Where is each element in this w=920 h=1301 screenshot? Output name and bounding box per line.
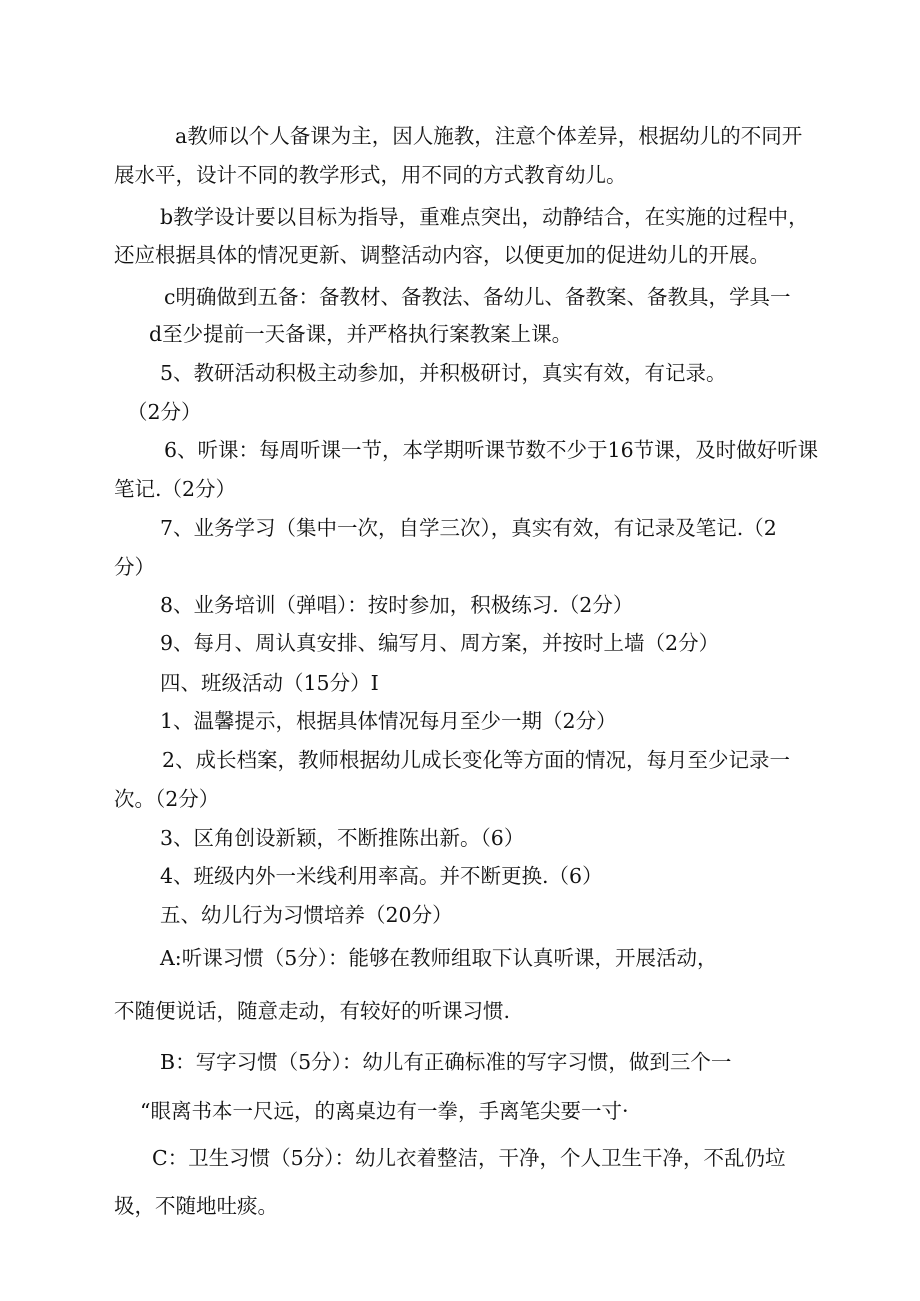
item-7-line-1: 7、业务学习（集中一次，自学三次），真实有效，有记录及笔记.（2 (160, 516, 777, 540)
paragraph-d-line: d至少提前一天备课，并严格执行案教案上课。 (149, 322, 573, 346)
paragraph-a-line-1: a教师以个人备课为主，因人施教，注意个体差异，根据幼儿的不同开 (175, 124, 803, 148)
item-5-line-1: 5、教研活动积极主动参加，并积极研讨，真实有效，有记录。 (160, 361, 727, 385)
section-4-heading: 四、班级活动（15分）I (160, 671, 379, 695)
paragraph-c-line: c明确做到五备：备教材、备教法、备幼儿、备教案、备教具，学具一 (164, 285, 791, 309)
item-7-line-2: 分） (114, 555, 155, 579)
item-5-line-2: （2分） (127, 400, 202, 424)
habit-c-line-2: 圾，不随地吐痰。 (114, 1194, 278, 1218)
paragraph-b-line-1: b教学设计要以目标为指导，重难点突出，动静结合，在实施的过程中， (160, 205, 809, 229)
item-6-line-1: 6、听课：每周听课一节，本学期听课节数不少于16节课，及时做好听课 (164, 438, 819, 462)
habit-b-line-1: B：写字习惯（5分）：幼儿有正确标准的写字习惯，做到三个一 (160, 1050, 732, 1074)
habit-c-line-1: C：卫生习惯（5分）：幼儿衣着整洁，干净，个人卫生干净，不乱仍垃 (152, 1146, 786, 1170)
section-4-item-4: 4、班级内外一米线利用率高。并不断更换.（6） (160, 864, 603, 888)
section-5-heading: 五、幼儿行为习惯培养（20分） (160, 903, 453, 927)
section-4-item-3: 3、区角创设新颖，不断推陈出新。（6） (160, 826, 525, 850)
item-9-line: 9、每月、周认真安排、编写月、周方案，并按时上墙（2分） (160, 631, 720, 655)
paragraph-a-line-2: 展水平，设计不同的教学形式，用不同的方式教育幼儿。 (114, 163, 627, 187)
habit-a-line-2: 不随便说话，随意走动，有较好的听课习惯. (114, 999, 511, 1023)
section-4-item-2-line-2: 次。（2分） (114, 787, 220, 811)
section-4-item-2-line-1: 2、成长档案，教师根据幼儿成长变化等方面的情况，每月至少记录一 (162, 748, 791, 772)
habit-a-line-1: A:听课习惯（5分）：能够在教师组取下认真听课，开展活动， (160, 946, 718, 970)
section-4-item-1: 1、温馨提示，根据具体情况每月至少一期（2分） (160, 709, 617, 733)
paragraph-b-line-2: 还应根据具体的情况更新、调整活动内容，以便更加的促进幼儿的开展。 (114, 243, 770, 267)
item-8-line: 8、业务培训（弹唱）：按时参加，积极练习.（2分） (160, 593, 634, 617)
item-6-line-2: 笔记.（2分） (114, 477, 237, 501)
habit-b-line-2: “眼离书本一尺远，的离桌边有一拳，手离笔尖要一寸· (140, 1099, 629, 1123)
